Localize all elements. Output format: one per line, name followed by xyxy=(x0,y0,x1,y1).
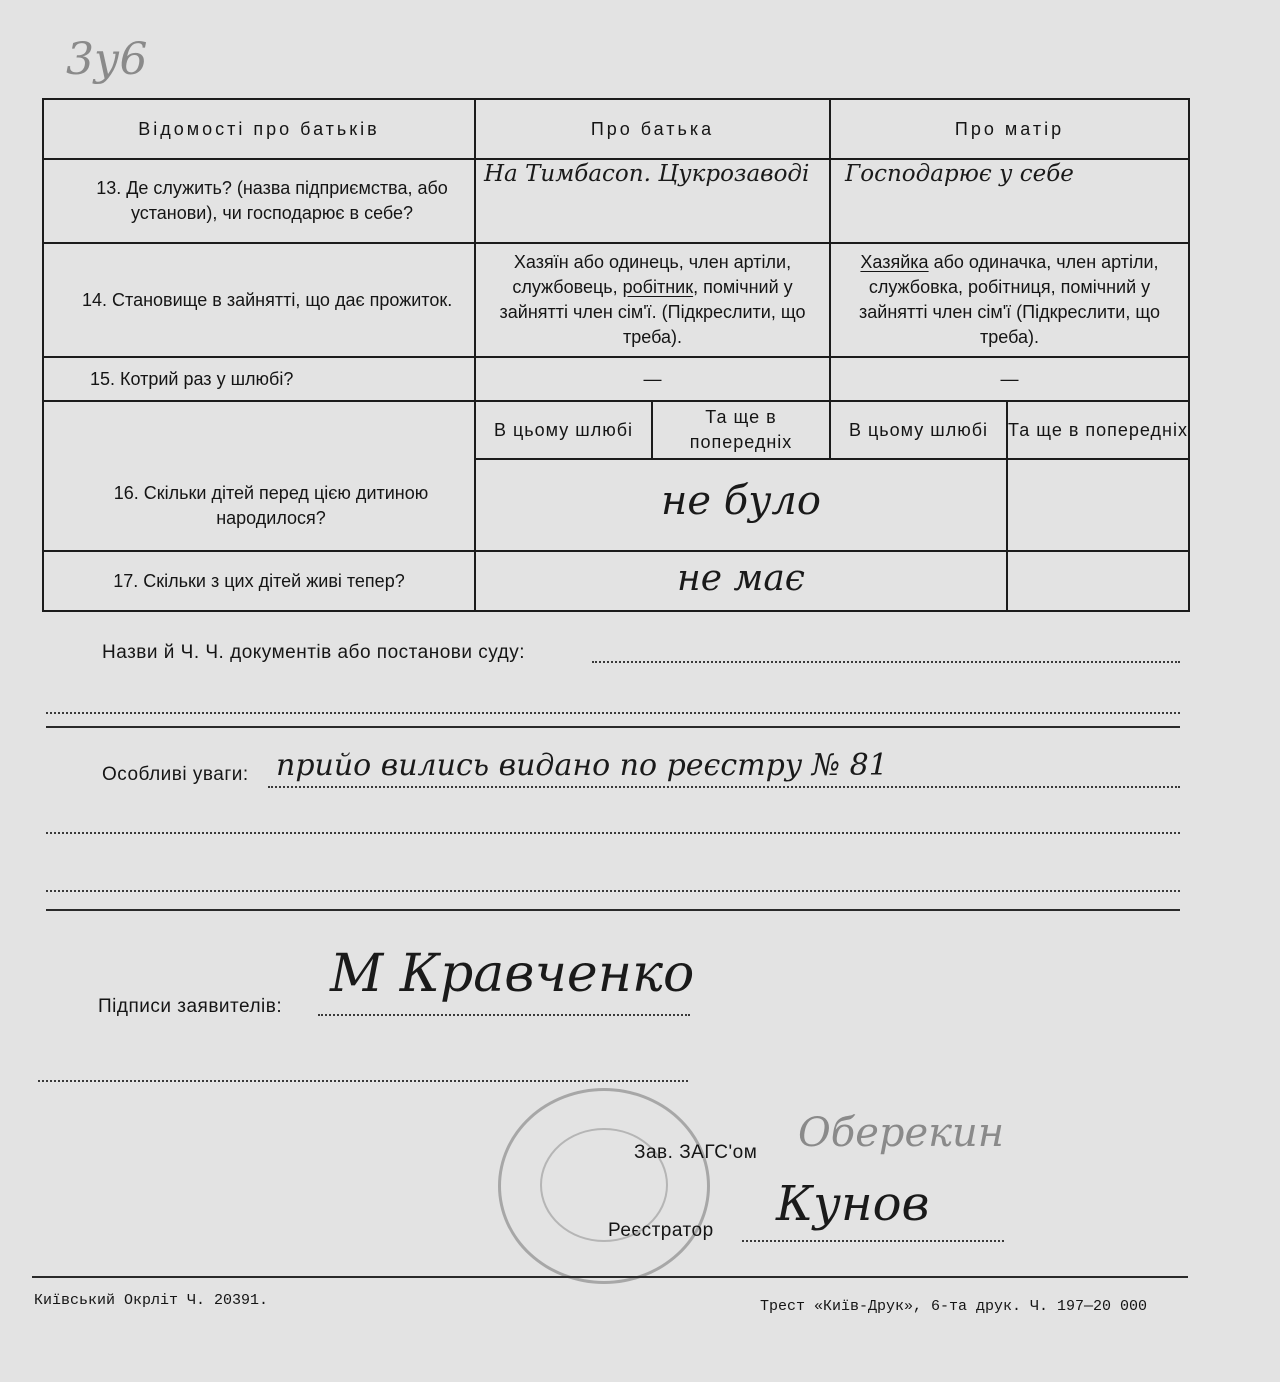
special-notes-label: Особливі уваги: xyxy=(102,764,249,785)
q16-answer: не було xyxy=(475,459,1007,551)
q13-label: 13. Де служить? (назва підприємства, або установи), чи господарює в себе? xyxy=(43,159,475,243)
subheader-mother-this-marriage: В цьому шлюбі xyxy=(830,401,1007,459)
applicant-signature: М Кравченко xyxy=(330,944,695,1004)
q14-mother-options: Хазяйка або одиначка, член артіли, службовка, робітниця, помічний у зайнятті член сім'ї (Підкреслити, що треба). xyxy=(830,243,1189,357)
q13-father-answer: На Тимбасоп. Цукрозаводі xyxy=(484,161,810,187)
q15-father-answer: — xyxy=(475,357,830,401)
q17-empty-cell xyxy=(1007,551,1189,611)
q13-mother-cell xyxy=(830,159,1189,243)
section-divider-2 xyxy=(46,909,1180,911)
documents-label: Назви й Ч. Ч. документів або постанови суду: xyxy=(102,642,525,663)
subheader-father-this-marriage: В цьому шлюбі xyxy=(475,401,652,459)
q17-label: 17. Скільки з цих дітей живі тепер? xyxy=(43,551,475,611)
q14-label: 14. Становище в зайнятті, що дає прожиток. xyxy=(43,243,475,357)
section-divider xyxy=(46,726,1180,728)
header-father: Про батька xyxy=(475,99,830,159)
registrar-signature: Кунов xyxy=(776,1176,930,1232)
q16-label: 16. Скільки дітей перед цією дитиною народилося? xyxy=(43,401,475,551)
special-notes-dotted-line xyxy=(268,786,1180,788)
header-parents-info: Відомості про батьків xyxy=(43,99,475,159)
q15-label: 15. Котрий раз у шлюбі? xyxy=(43,357,475,401)
documents-dotted-line xyxy=(592,661,1180,663)
printer-left: Київський Окрліт Ч. 20391. xyxy=(34,1292,269,1309)
special-notes-text: прийо вились видано по реєстру № 81 xyxy=(276,748,888,783)
parents-info-table xyxy=(42,98,1188,606)
q13-father-cell xyxy=(475,159,830,243)
special-notes-dotted-line-2 xyxy=(46,832,1180,834)
registrar-label: Реєстратор xyxy=(608,1220,714,1241)
header-mother: Про матір xyxy=(830,99,1189,159)
special-notes-dotted-line-3 xyxy=(46,890,1180,892)
registrar-signature-line xyxy=(742,1240,1004,1242)
applicant-signature-line-2 xyxy=(38,1080,688,1082)
q14-father-options: Хазяїн або одинець, член артіли, службовець, робітник, помічний у зайнятті член сім'ї. (Підкреслити, що треба). xyxy=(475,243,830,357)
zags-head-label: Зав. ЗАГС'ом xyxy=(634,1142,758,1163)
footer-rule xyxy=(32,1276,1188,1278)
q15-mother-answer: — xyxy=(830,357,1189,401)
q16-empty-cell xyxy=(1007,459,1189,551)
q13-mother-answer: Господарює у себе xyxy=(845,161,1074,187)
subheader-mother-previous: Та ще в попередніх xyxy=(1007,401,1189,459)
applicant-signature-line xyxy=(318,1014,690,1016)
printer-right: Трест «Київ-Друк», 6-та друк. Ч. 197—20 000 xyxy=(760,1298,1148,1315)
q14-father-selected: робітник xyxy=(622,277,694,297)
zags-head-signature: Оберекин xyxy=(798,1110,1005,1156)
subheader-father-previous: Та ще в попередніх xyxy=(652,401,830,459)
q17-answer: не має xyxy=(475,551,1007,611)
documents-dotted-line-2 xyxy=(46,712,1180,714)
applicant-signatures-label: Підписи заявителів: xyxy=(98,996,283,1017)
archive-page-mark: 3у6 xyxy=(66,34,148,85)
q14-mother-selected: Хазяйка xyxy=(860,252,929,272)
